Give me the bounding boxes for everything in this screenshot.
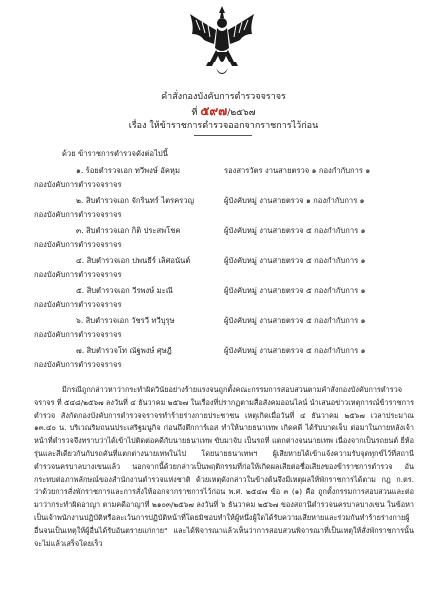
officer-unit: กองบังคับการตำรวจจราจร — [34, 270, 122, 279]
intro-text: ด้วย ข้าราชการตำรวจดังต่อไปนี้ — [62, 149, 168, 158]
officer-name: ๓. สิบตำรวจเอก กิติ ประสพโชค — [76, 226, 181, 235]
officer-row — [0, 196, 447, 230]
officer-name: ๑. ร้อยตำรวจเอก ทวีพงษ์ อัคหุม — [76, 166, 180, 175]
order-number-value: ๕๙๗ — [200, 104, 228, 118]
officer-row — [0, 346, 447, 380]
officer-position: รองสารวัตร งานสายตรวจ ๑ กองกำกับการ ๑ — [224, 166, 371, 175]
order-number-year: /๒๕๖๗ — [227, 108, 256, 118]
officer-row — [0, 256, 447, 290]
officer-row — [0, 226, 447, 260]
officer-row — [0, 166, 447, 200]
officer-position: ผู้บังคับหมู่ งานสายตรวจ ๑ กองกำกับการ ๑ — [224, 196, 365, 205]
body-paragraph: มีกรณีถูกกล่าวหาว่ากระทำผิดวินัยอย่างร้ายแรงจนถูกตั้งคณะกรรมการสอบสวนตามคำสั่งกองบังคับการตำรวจจราจร ที่ ๕๔๘/๒๕๖๗ ลงวันที่ ๔ ธันวาคม ๒๕๖๗ ในเรื่องที่ปรากฏตามสื่อสังคมออนไลน์ นำเสนอข่าวเหตุการณ์ข้าราชการตำรวจ สังกัดกองบังคับการตำรวจจราจรทำร้ายร่างกายประชาชน เหตุเกิดเมื่อวันที่ ๔ ธันวาคม ๒๕๖๗ เวลาประมาณ ๑๓.๔๐ น. บริเวณริมถนนประเสริฐมนูกิจ ก่อนถึงตึกการ์เอส ทำให้นายธนาเทพ เกิดคดี ได้รับบาดเจ็บ ต่อมาในภายหลังเจ้าหน้าที่ตำรวจจึงทราบว่าได้เข้าไปติดต่อคดีกับนายธนาเทพ ขับมาจับ เป็นรถที่ แตกต่างจนนายเทพ เนื่องจากเป็นรถยนต์ ยี่ห้อ รุ่นและสีเดียวกันกับรถคันที่แตกต่างนายเทพในไป โดยนายธนาเทพฯ ผู้เสียหายได้เข้าแจ้งความรับจุดทุกข์ไว้ที่สถานีตำรวจนครบาลบางเขนแล้ว นอกจากนี้ด้วยกล่าวเป็นพฤติกรรมที่ก่อให้เกิดผลเสียต่อชื่อเสียงของข้าราชการตำรวจ อันกระทบต่อภาพลักษณ์ของสำนักงานตำรวจแห่งชาติ ด้วยเหตุดังกล่าวในข้างต้นจึงมีเหตุผลให้พักราชการได้ตาม กฎ ก.ตร. ว่าด้วยการสั่งพักราชการและการสั่งให้ออกจากราชการไว้ก่อน พ.ศ. ๒๕๔๗ ข้อ ๓ (๑) คือ ถูกตั้งกรรมการสอบสวนและต่อมาว่ากระทำผิดอาญา ตามคดีอาญาที่ ๒๑๐๓/๒๕๖๗ ลงวันที่ ๖ ธันวาคม ๒๕๖๗ ของสถานีตำรวจนครบาลบางเขน ในข้อหา เป็นเจ้าพนักงานปฏิบัติหรือละเว้นการปฏิบัติหน้าที่โดยมิชอบทำให้ผู้หนึ่งผู้ใดได้รับความเสียหายและร่วมกันทำร้ายร่างกายผู้อื่นจนเป็นเหตุให้ผู้อื่นได้รับอันตรายแก่กาย" และได้พิจารณาแล้วเห็นว่าการสอบสวนพิจารณาที่เป็นเหตุให้สั่งพักราชการนั้นจะไม่แล้วเสร็จโดยเร็ว — [34, 385, 414, 548]
officer-unit: กองบังคับการตำรวจจราจร — [34, 300, 122, 309]
officer-name: ๔. สิบตำรวจเอก ปพนธีร์ เลิศอนันต์ — [76, 256, 191, 265]
officer-unit: กองบังคับการตำรวจจราจร — [34, 180, 122, 189]
officer-name: ๕. สิบตำรวจเอก วีรพงษ์ มะณี — [76, 286, 173, 295]
officer-name: ๒. สิบตำรวจเอก จักรินทร์ ไตรครวญ — [76, 196, 194, 205]
order-number — [0, 106, 447, 119]
officer-row — [0, 316, 447, 350]
officer-unit: กองบังคับการตำรวจจราจร — [34, 240, 122, 249]
officer-name: ๖. สิบตำรวจเอก วัชรวี ทวีบุรุษ — [76, 316, 175, 325]
order-number-prefix: ที่ — [191, 108, 198, 118]
order-subject: เรื่อง ให้ข้าราชการตำรวจออกจากราชการไว้ก่อน — [128, 121, 319, 131]
order-title: คำสั่งกองบังคับการตำรวจจราจร — [161, 92, 286, 102]
officer-name: ๗. สิบตำรวจโท ณัฐพงษ์ ศุษฎี — [76, 346, 172, 355]
officer-position: ผู้บังคับหมู่ งานสายตรวจ ๕ กองกำกับการ ๑ — [224, 346, 366, 355]
officer-unit: กองบังคับการตำรวจจราจร — [34, 210, 122, 219]
header-divider — [194, 135, 252, 136]
officer-position: ผู้บังคับหมู่ งานสายตรวจ ๕ กองกำกับการ ๑ — [224, 256, 366, 265]
officer-unit: กองบังคับการตำรวจจราจร — [34, 360, 122, 369]
officer-position: ผู้บังคับหมู่ งานสายตรวจ ๕ กองกำกับการ ๑ — [224, 286, 366, 295]
officer-row — [0, 286, 447, 320]
garuda-emblem-icon — [186, 4, 258, 80]
officer-position: ผู้บังคับหมู่ งานสายตรวจ ๕ กองกำกับการ ๑ — [224, 316, 366, 325]
officer-position: ผู้บังคับหมู่ งานสายตรวจ ๕ กองกำกับการ ๑ — [224, 226, 366, 235]
officer-unit: กองบังคับการตำรวจจราจร — [34, 330, 122, 339]
